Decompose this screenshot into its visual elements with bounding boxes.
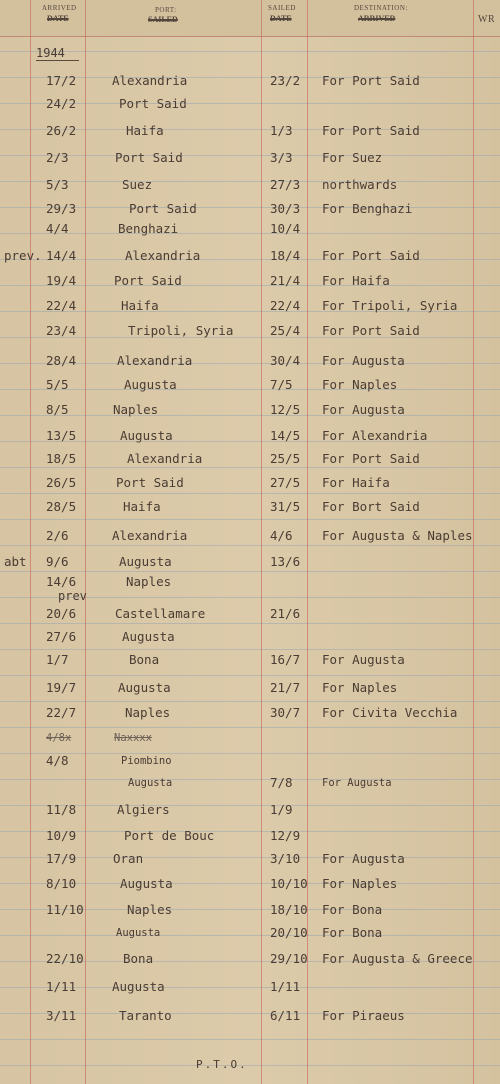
port-name: Naples	[113, 402, 159, 417]
arrived-date: 10/9	[46, 828, 77, 843]
year-heading: 1944	[36, 46, 79, 61]
header-arrived: ARRIVED	[42, 4, 77, 12]
port-name: Benghazi	[118, 221, 179, 236]
port-name: Castellamare	[115, 606, 206, 621]
arrived-date: 23/4	[46, 323, 77, 338]
arrived-date: 22/7	[46, 705, 77, 720]
table-row	[0, 221, 500, 243]
port-name: Augusta	[120, 876, 173, 891]
destination: For Augusta & Greece	[322, 951, 473, 966]
table-row	[0, 402, 500, 424]
port-name: Augusta	[124, 377, 177, 392]
table-row	[0, 652, 500, 674]
port-name: Bona	[129, 652, 160, 667]
header-destination-sub: ARRIVED	[358, 14, 396, 23]
port-name: Augusta	[122, 629, 175, 644]
destination: For Bona	[322, 902, 383, 917]
table-row	[0, 775, 500, 797]
table-row	[0, 475, 500, 497]
arrived-date: 4/8x	[46, 732, 72, 744]
sailed-date: 18/10	[270, 902, 308, 917]
table-row	[0, 851, 500, 873]
arrived-date: 26/5	[46, 475, 77, 490]
port-name: Suez	[122, 177, 153, 192]
sailed-date: 14/5	[270, 428, 301, 443]
table-row	[0, 73, 500, 95]
table-row	[0, 753, 500, 775]
sailed-date: 30/4	[270, 353, 301, 368]
table-row	[0, 528, 500, 550]
arrived-date: 9/6	[46, 554, 69, 569]
port-name: Alexandria	[112, 528, 188, 543]
port-name: Taranto	[119, 1008, 172, 1023]
arrived-date: 28/4	[46, 353, 77, 368]
port-name: Oran	[113, 851, 144, 866]
sailed-date: 21/7	[270, 680, 301, 695]
arrived-date: 19/7	[46, 680, 77, 695]
arrived-date: 4/4	[46, 221, 69, 236]
sailed-date: 20/10	[270, 925, 308, 940]
sailed-date: 31/5	[270, 499, 301, 514]
destination: For Haifa	[322, 475, 390, 490]
sailed-date: 7/8	[270, 775, 293, 790]
sailed-date: 18/4	[270, 248, 301, 263]
port-name: Port Said	[116, 475, 184, 490]
table-row	[0, 680, 500, 702]
port-name: Alexandria	[127, 451, 203, 466]
table-row	[0, 377, 500, 399]
arrived-date: 20/6	[46, 606, 77, 621]
prefix-note: prev.	[4, 248, 42, 263]
arrived-date: 27/6	[46, 629, 77, 644]
destination: For Naples	[322, 680, 398, 695]
sailed-date: 16/7	[270, 652, 301, 667]
destination: For Bona	[322, 925, 383, 940]
destination: For Port Said	[322, 451, 420, 466]
arrived-date: 24/2	[46, 96, 77, 111]
sailed-date: 10/4	[270, 221, 301, 236]
table-row	[0, 606, 500, 628]
arrived-date: 28/5	[46, 499, 77, 514]
sailed-date: 3/10	[270, 851, 301, 866]
sailed-date: 3/3	[270, 150, 293, 165]
port-name: Naples	[125, 705, 171, 720]
table-row	[0, 298, 500, 320]
destination: For Naples	[322, 876, 398, 891]
table-row	[0, 925, 500, 947]
destination: For Augusta	[322, 353, 405, 368]
sailed-date: 21/6	[270, 606, 301, 621]
arrived-date: 14/4	[46, 248, 77, 263]
port-name: Algiers	[117, 802, 170, 817]
destination: For Port Said	[322, 323, 420, 338]
destination: For Piraeus	[322, 1008, 405, 1023]
destination: For Augusta	[322, 851, 405, 866]
sailed-date: 1/3	[270, 123, 293, 138]
sailed-date: 7/5	[270, 377, 293, 392]
table-row	[0, 730, 500, 752]
sailed-date: 27/3	[270, 177, 301, 192]
destination: For Port Said	[322, 123, 420, 138]
port-name: Haifa	[121, 298, 159, 313]
port-name: Augusta	[118, 680, 171, 695]
port-name: Augusta	[128, 777, 173, 789]
arrived-date: 13/5	[46, 428, 77, 443]
port-name: Port Said	[129, 201, 197, 216]
arrived-date: 29/3	[46, 201, 77, 216]
sailed-date: 30/3	[270, 201, 301, 216]
arrived-date: 5/5	[46, 377, 69, 392]
port-name: Haifa	[126, 123, 164, 138]
port-name: Augusta	[120, 428, 173, 443]
destination: For Port Said	[322, 73, 420, 88]
prev-note: prev	[58, 589, 87, 603]
table-row	[0, 499, 500, 521]
table-row	[0, 150, 500, 172]
table-row	[0, 802, 500, 824]
prefix-note: abt	[4, 554, 27, 569]
header-arrived-sub: DATE	[47, 14, 69, 23]
table-row	[0, 123, 500, 145]
destination: For Civita Vecchia	[322, 705, 458, 720]
port-name: Augusta	[116, 927, 161, 939]
table-row	[0, 876, 500, 898]
header-port: PORT:	[155, 6, 177, 14]
destination: For Augusta	[322, 652, 405, 667]
destination: For Tripoli, Syria	[322, 298, 458, 313]
table-row	[0, 902, 500, 924]
footer-pto: P.T.O.	[196, 1058, 248, 1071]
arrived-date: 18/5	[46, 451, 77, 466]
header-sailed-sub: DATE	[270, 14, 292, 23]
arrived-date: 2/6	[46, 528, 69, 543]
arrived-date: 22/10	[46, 951, 84, 966]
port-name: Port Said	[119, 96, 187, 111]
sailed-date: 12/5	[270, 402, 301, 417]
header-sailed: SAILED	[268, 4, 296, 12]
table-row	[0, 554, 500, 576]
arrived-date: 17/2	[46, 73, 77, 88]
table-row	[0, 273, 500, 295]
arrived-date: 17/9	[46, 851, 77, 866]
destination: For Suez	[322, 150, 383, 165]
table-row	[0, 451, 500, 473]
sailed-date: 1/11	[270, 979, 301, 994]
table-row	[0, 201, 500, 223]
port-name: Naxxxx	[114, 732, 152, 744]
table-row	[0, 177, 500, 199]
sailed-date: 25/5	[270, 451, 301, 466]
sailed-date: 29/10	[270, 951, 308, 966]
port-name: Tripoli, Syria	[128, 323, 234, 338]
sailed-date: 22/4	[270, 298, 301, 313]
arrived-date: 14/6	[46, 574, 77, 589]
table-row	[0, 979, 500, 1001]
destination: For Augusta	[322, 777, 392, 789]
arrived-date: 26/2	[46, 123, 77, 138]
table-row	[0, 428, 500, 450]
port-name: Piombino	[121, 755, 172, 767]
port-name: Alexandria	[112, 73, 188, 88]
destination: northwards	[322, 177, 398, 192]
arrived-date: 3/11	[46, 1008, 77, 1023]
port-name: Port Said	[114, 273, 182, 288]
sailed-date: 12/9	[270, 828, 301, 843]
sailed-date: 6/11	[270, 1008, 301, 1023]
table-row	[0, 353, 500, 375]
port-name: Augusta	[112, 979, 165, 994]
port-name: Port de Bouc	[124, 828, 215, 843]
destination: For Haifa	[322, 273, 390, 288]
sailed-date: 21/4	[270, 273, 301, 288]
destination: For Augusta & Naples	[322, 528, 473, 543]
sailed-date: 10/10	[270, 876, 308, 891]
arrived-date: 8/10	[46, 876, 77, 891]
port-name: Naples	[127, 902, 173, 917]
sailed-date: 4/6	[270, 528, 293, 543]
sailed-date: 13/6	[270, 554, 301, 569]
destination: For Bort Said	[322, 499, 420, 514]
table-row	[0, 705, 500, 727]
port-name: Haifa	[123, 499, 161, 514]
port-name: Naples	[126, 574, 172, 589]
header-port-sub: SAILED	[148, 15, 178, 24]
arrived-date: 2/3	[46, 150, 69, 165]
arrived-date: 22/4	[46, 298, 77, 313]
table-row	[0, 629, 500, 651]
sailed-date: 1/9	[270, 802, 293, 817]
arrived-date: 4/8	[46, 753, 69, 768]
sailed-date: 25/4	[270, 323, 301, 338]
arrived-date: 11/8	[46, 802, 77, 817]
header-wr: WR	[478, 14, 496, 25]
sailed-date: 30/7	[270, 705, 301, 720]
port-name: Port Said	[115, 150, 183, 165]
arrived-date: 11/10	[46, 902, 84, 917]
table-row	[0, 96, 500, 118]
port-name: Augusta	[119, 554, 172, 569]
table-row	[0, 323, 500, 345]
sailed-date: 27/5	[270, 475, 301, 490]
destination: For Benghazi	[322, 201, 413, 216]
table-row	[0, 828, 500, 850]
port-name: Bona	[123, 951, 154, 966]
sailed-date: 23/2	[270, 73, 301, 88]
arrived-date: 8/5	[46, 402, 69, 417]
destination: For Alexandria	[322, 428, 428, 443]
port-name: Alexandria	[125, 248, 201, 263]
table-row	[0, 1008, 500, 1030]
arrived-date: 1/7	[46, 652, 69, 667]
arrived-date: 5/3	[46, 177, 69, 192]
destination: For Naples	[322, 377, 398, 392]
table-row	[0, 951, 500, 973]
port-name: Alexandria	[117, 353, 193, 368]
destination: For Port Said	[322, 248, 420, 263]
arrived-date: 19/4	[46, 273, 77, 288]
header-destination: DESTINATION:	[354, 4, 408, 12]
arrived-date: 1/11	[46, 979, 77, 994]
destination: For Augusta	[322, 402, 405, 417]
table-row	[0, 248, 500, 270]
